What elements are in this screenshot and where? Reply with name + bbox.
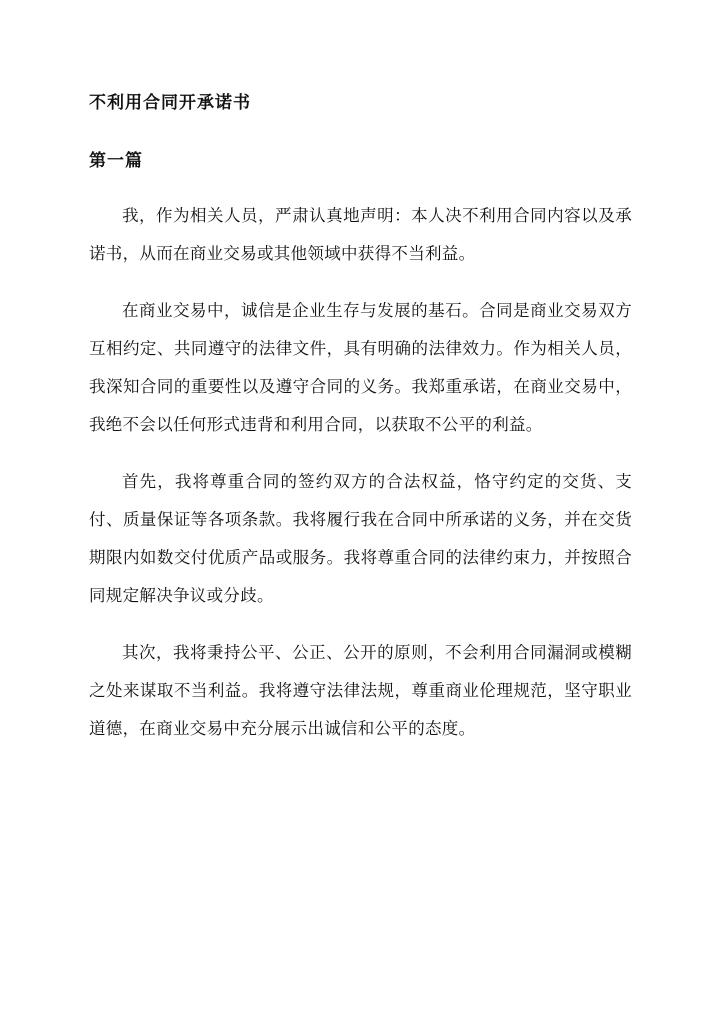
section-heading: 第一篇 — [89, 151, 143, 171]
paragraph-3: 首先，我将尊重合同的签约双方的合法权益，恪守约定的交货、支付、质量保证等各项条款。我将履行我在合同中所承诺的义务，并在交货期限内如数交付优质产品或服务。我将尊重合同的法律约束力，并按照合同规定解决争议或分歧。 — [89, 472, 632, 605]
paragraph-4: 其次，我将秉持公平、公正、公开的原则，不会利用合同漏洞或模糊之处来谋取不当利益。我将遵守法律法规，尊重商业伦理规范，坚守职业道德，在商业交易中充分展示出诚信和公平的态度。 — [89, 643, 632, 738]
paragraph-1: 我，作为相关人员，严肃认真地声明：本人决不利用合同内容以及承诺书，从而在商业交易或其他领域中获得不当利益。 — [89, 206, 632, 263]
paragraph-2: 在商业交易中，诚信是企业生存与发展的基石。合同是商业交易双方互相约定、共同遵守的法律文件，具有明确的法律效力。作为相关人员，我深知合同的重要性以及遵守合同的义务。我郑重承诺，在商业交易中，我绝不会以任何形式违背和利用合同，以获取不公平的利益。 — [89, 301, 632, 434]
document-body — [89, 197, 632, 767]
document-title: 不利用合同开承诺书 — [89, 93, 251, 113]
